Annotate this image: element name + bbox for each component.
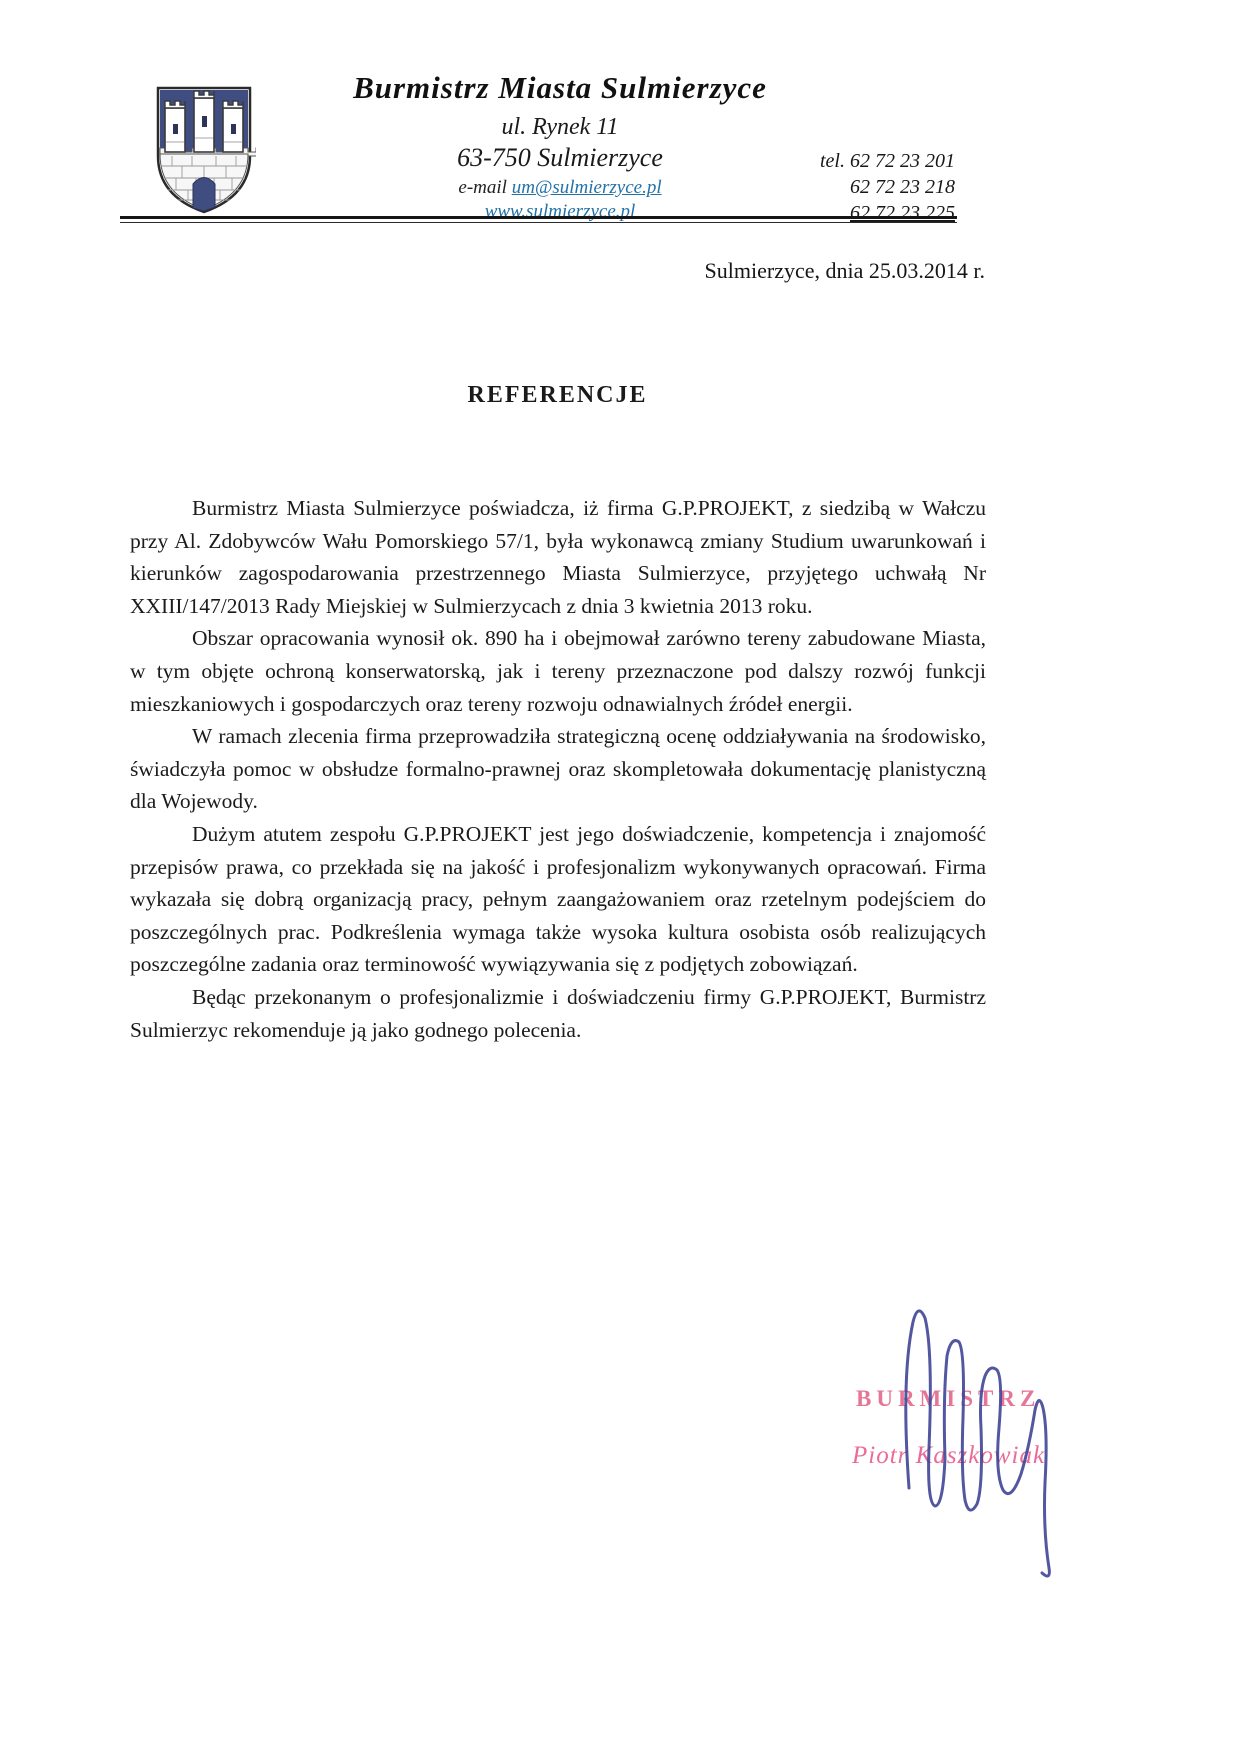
phone-line-3: 62 72 23 225 xyxy=(850,202,955,224)
stamp-title: BURMISTRZ xyxy=(856,1386,1041,1411)
email-label: e-mail xyxy=(458,177,507,198)
postal-address: 63-750 Sulmierzyce xyxy=(457,143,663,172)
phone-line-1: tel. 62 72 23 201 xyxy=(820,150,955,172)
letter-body xyxy=(130,492,986,1046)
street-address: ul. Rynek 11 xyxy=(501,114,619,140)
city-coat-of-arms-icon xyxy=(152,82,256,218)
website-link[interactable]: www.sulmierzyce.pl xyxy=(484,201,636,222)
paragraph-3: W ramach zlecenia firma przeprowadziła strategiczną ocenę oddziaływania na środowisko, świadczyła pomoc w obsłudze formalno-prawnej oraz skompletowała dokumentację planistyczną dla Wojewody. xyxy=(130,724,986,814)
phone-line-2: 62 72 23 218 xyxy=(850,176,955,198)
header-divider xyxy=(120,216,957,223)
dateline: Sulmierzyce, dnia 25.03.2014 r. xyxy=(704,258,985,283)
paragraph-2: Obszar opracowania wynosił ok. 890 ha i obejmował zarówno tereny zabudowane Miasta, w tym objęte ochroną konserwatorską, jak i tereny przeznaczone pod dalszy rozwój funkcji mieszkaniowych i gospodarczych oraz tereny rozwoju odnawialnych źródeł energii. xyxy=(130,626,986,716)
letterhead xyxy=(250,70,870,223)
paragraph-4: Dużym atutem zespołu G.P.PROJEKT jest jego doświadczenie, kompetencja i znajomość przepisów prawa, co przekłada się na jakość i profesjonalizm wykonywanych opracowań. Firma wykazała się dobrą organizacją pracy, pełnym zaangażowaniem oraz rzetelnym podejściem do poszczególnych prac. Podkreślenia wymaga także wysoka kultura osobista osób realizujących poszczególne zadania oraz terminowość wywiązywania się z podjętych zobowiązań. xyxy=(130,821,986,977)
email-row xyxy=(250,177,870,199)
stamp-signer-name: Piotr Kaszkowiak xyxy=(852,1442,1046,1469)
paragraph-1: Burmistrz Miasta Sulmierzyce poświadcza, iż firma G.P.PROJEKT, z siedzibą w Wałczu przy Al. Zdobywców Wału Pomorskiego 57/1, była wykonawcą zmiany Studium uwarunkowań i kierunków zagospodarowania przestrzennego Miasta Sulmierzyce, przyjętego uchwałą Nr XXIII/147/2013 Rady Miejskiej w Sulmierzycach z dnia 3 kwietnia 2013 roku. xyxy=(130,496,986,618)
email-link[interactable]: um@sulmierzyce.pl xyxy=(511,177,662,198)
paragraph-5: Będąc przekonanym o profesjonalizmie i doświadczeniu firmy G.P.PROJEKT, Burmistrz Sulmierzyc rekomenduje ją jako godnego polecenia. xyxy=(130,984,986,1042)
org-name: Burmistrz Miasta Sulmierzyce xyxy=(353,70,767,105)
phone-block xyxy=(820,148,955,226)
document-title: REFERENCJE xyxy=(467,382,648,408)
handwritten-signature-icon xyxy=(885,1278,1065,1588)
